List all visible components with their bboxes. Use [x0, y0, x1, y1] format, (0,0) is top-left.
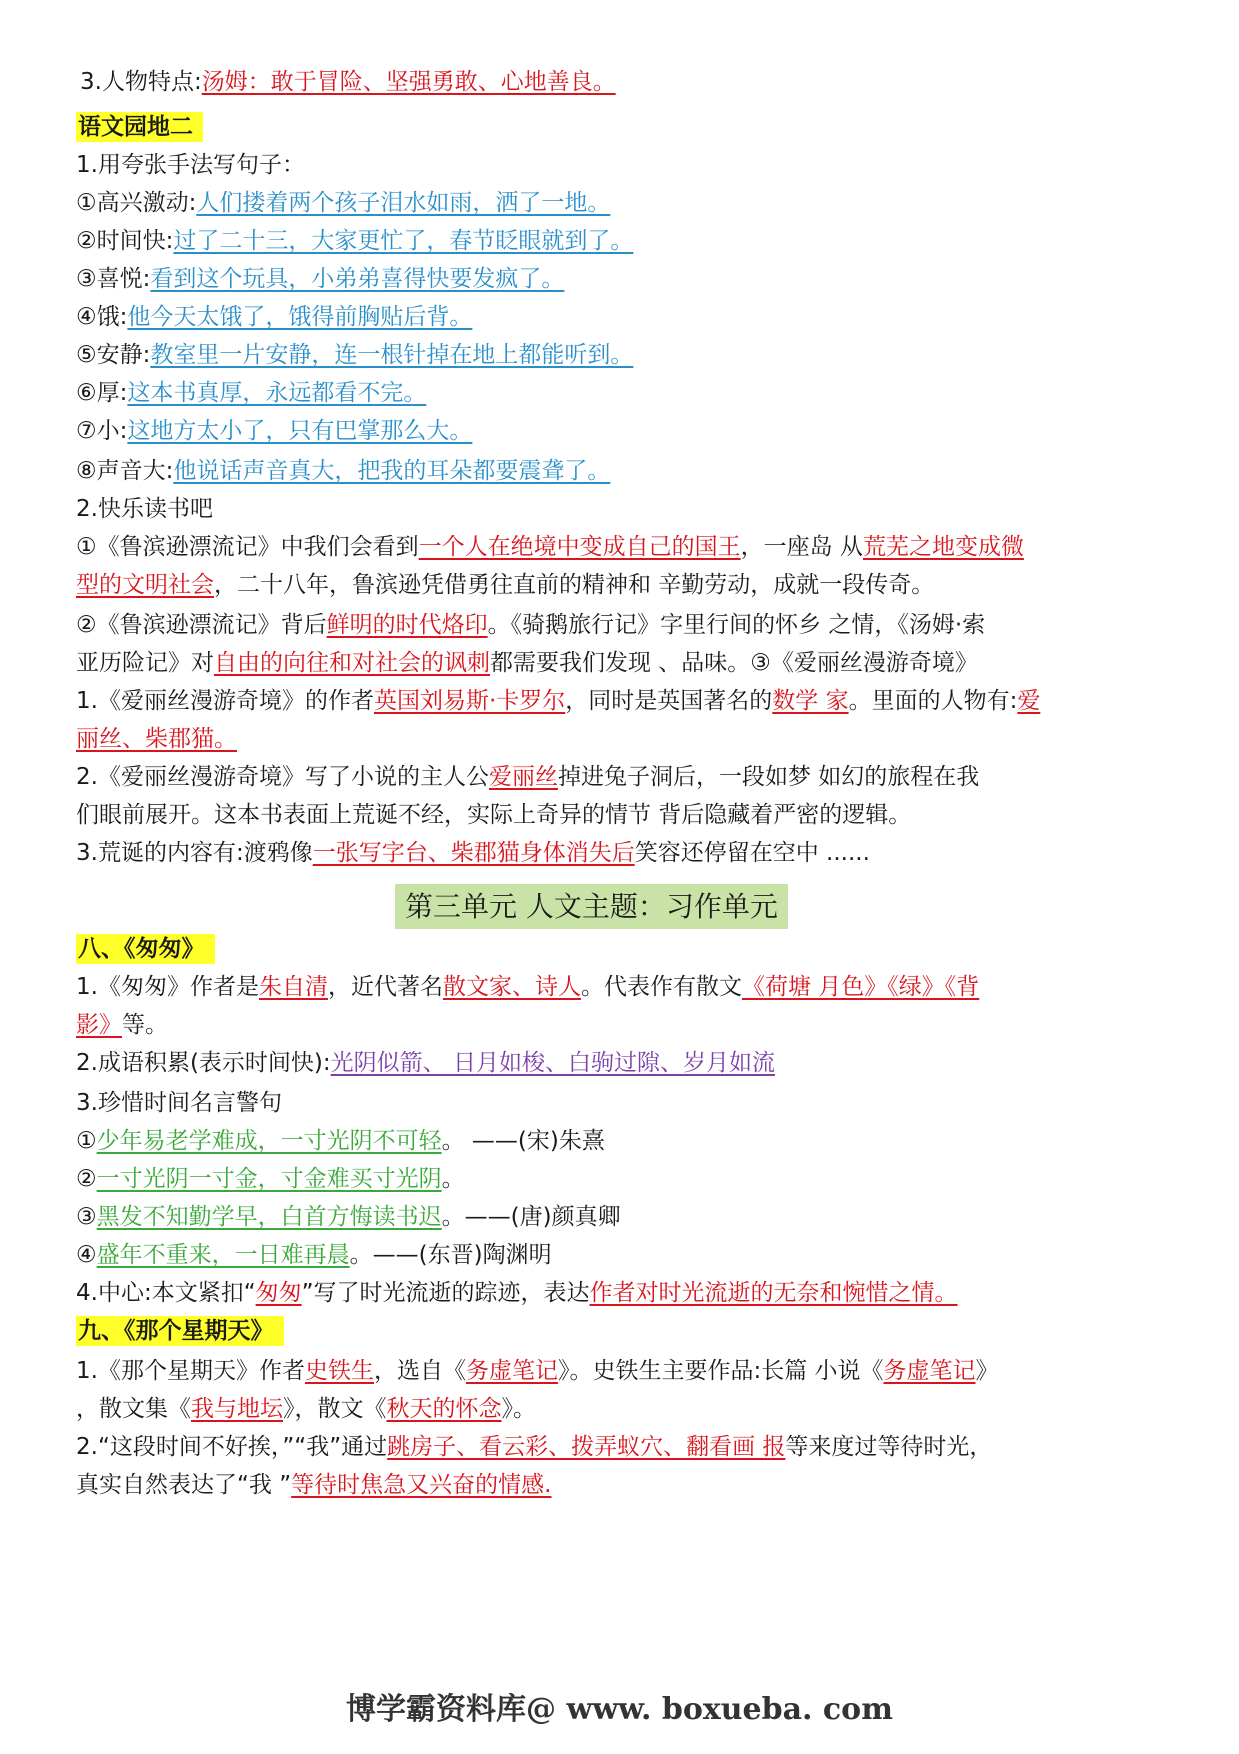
body-text: ③: [76, 1204, 97, 1230]
text-line: [76, 1432, 992, 1462]
text-line: [76, 1356, 999, 1386]
body-text: 都需要我们发现 、品味。③《爱丽丝漫游奇境》: [490, 650, 978, 676]
body-text: ①: [76, 1128, 97, 1154]
answer-text: 务虚笔记: [465, 1358, 558, 1384]
text-line: [76, 112, 203, 142]
body-text: 2.快乐读书吧: [76, 496, 213, 522]
body-text: 2.《爱丽丝漫游奇境》写了小说的主人公: [76, 764, 489, 790]
answer-text: 自由的向往和对社会的讽刺: [214, 650, 490, 676]
body-text: 1.《爱丽丝漫游奇境》的作者: [76, 688, 374, 714]
answer-text: 一寸光阴一寸金，寸金难买寸光阴: [96, 1166, 442, 1192]
body-text: ⑥厚:: [76, 380, 128, 406]
answer-text: 数学 家: [772, 688, 849, 714]
body-text: 3.荒诞的内容有:渡鸦像: [76, 840, 313, 866]
body-text: 亚历险记》对: [76, 650, 214, 676]
text-line: [76, 686, 1040, 716]
body-text: ⑧声音大:: [76, 458, 174, 484]
answer-text: 爱丽丝: [488, 764, 558, 790]
body-text: ，选自《: [373, 1358, 466, 1384]
answer-text: 人们搂着两个孩子泪水如雨，洒了一地。: [196, 190, 611, 216]
answer-text: 史铁生: [304, 1358, 374, 1384]
answer-text: 务虚笔记: [883, 1358, 976, 1384]
body-text: 》。史铁生主要作品:长篇 小说《: [557, 1358, 884, 1384]
body-text: 2.“这段时间不好挨，”“我”通过: [76, 1434, 388, 1460]
text-line: [76, 1048, 775, 1078]
answer-text: 他说话声音真大，把我的耳朵都要震聋了。: [173, 458, 611, 484]
text-line: [76, 378, 426, 408]
text-line: [76, 1470, 551, 1500]
text-line: [76, 1240, 552, 1270]
text-line: [76, 1316, 284, 1346]
body-text: 笑容还停留在空中 ......: [634, 840, 870, 866]
body-text: ②《鲁滨逊漂流记》背后: [76, 612, 327, 638]
answer-text: 型的文明社会: [76, 572, 214, 598]
body-text: ，散文集《: [76, 1396, 191, 1422]
answer-text: 这地方太小了，只有巴掌那么大。: [127, 418, 473, 444]
body-text: ①高兴激动:: [76, 190, 197, 216]
answer-text: 鲜明的时代烙印: [326, 612, 488, 638]
body-text: ，近代著名: [327, 974, 443, 1000]
text-line: [76, 762, 979, 792]
body-text: 等。: [122, 1012, 168, 1038]
text-line: [76, 1202, 621, 1232]
answer-text: 黑发不知勤学早，白首方悔读书迟: [96, 1204, 442, 1230]
text-line: [76, 1010, 168, 1040]
body-text: 掉进兔子洞后，一段如梦 如幻的旅程在我: [557, 764, 980, 790]
text-line: [76, 494, 213, 524]
answer-text: 这本书真厚，永远都看不完。: [127, 380, 427, 406]
body-text: 1.《匆匆》作者是: [76, 974, 259, 1000]
text-line: [76, 532, 1024, 562]
answer-text: 丽丝、柴郡猫。: [76, 726, 237, 752]
unit-heading: 第三单元 人文主题：习作单元: [395, 884, 788, 929]
section-heading: 八、《匆匆》: [76, 934, 215, 964]
section-heading: 语文园地二: [76, 112, 203, 142]
answer-text: 跳房子、看云彩、拨弄蚁穴、翻看画 报: [387, 1434, 786, 1460]
answer-text: 秋天的怀念: [386, 1396, 502, 1422]
body-text: ④: [76, 1242, 97, 1268]
text-line: [76, 416, 472, 446]
body-text: 。——(唐)颜真卿: [441, 1204, 621, 1230]
text-line: [76, 1164, 465, 1194]
body-text: ②时间快:: [76, 228, 174, 254]
text-line: [80, 67, 616, 97]
text-line: [76, 226, 633, 256]
answer-text: 等待时焦急又兴奋的情感.: [291, 1472, 552, 1498]
answer-text: 光阴似箭、 日月如梭、白驹过隙、岁月如流: [330, 1050, 775, 1076]
answer-text: 他今天太饿了，饿得前胸贴后背。: [127, 304, 473, 330]
body-text: ，同时是英国著名的: [565, 688, 773, 714]
answer-text: 少年易老学难成，一寸光阴不可轻: [96, 1128, 442, 1154]
text-line: [76, 188, 610, 218]
body-text: 4.中心:本文紧扣“: [76, 1280, 256, 1306]
text-line: [76, 724, 237, 754]
body-text: ②: [76, 1166, 97, 1192]
answer-text: 荒芜之地变成微: [862, 534, 1024, 560]
text-line: [76, 800, 911, 830]
body-text: ③喜悦:: [76, 266, 151, 292]
answer-text: 一个人在绝境中变成自己的国王: [418, 534, 741, 560]
answer-text: 汤姆：敢于冒险、坚强勇敢、心地善良。: [201, 69, 616, 95]
text-line: [76, 934, 215, 964]
body-text: 。: [441, 1166, 465, 1192]
answer-text: 朱自清: [258, 974, 328, 1000]
body-text: 。《骑鹅旅行记》字里行间的怀乡 之情，《汤姆·索: [487, 612, 986, 638]
body-text: 3.珍惜时间名言警句: [76, 1090, 282, 1116]
text-line: [76, 1394, 536, 1424]
body-text: 等来度过等待时光，: [785, 1434, 993, 1460]
watermark-footer: 博学霸资料库@ www. boxueba. com: [346, 1692, 893, 1727]
answer-text: 一张写字台、柴郡猫身体消失后: [312, 840, 635, 866]
answer-text: 过了二十三，大家更忙了，春节眨眼就到了。: [173, 228, 634, 254]
answer-text: 散文家、诗人: [442, 974, 581, 1000]
body-text: 们眼前展开。这本书表面上荒诞不经，实际上奇异的情节 背后隐藏着严密的逻辑。: [76, 802, 912, 828]
text-line: [76, 340, 633, 370]
text-line: [76, 150, 305, 180]
text-line: [76, 264, 564, 294]
answer-text: 盛年不重来，一日难再晨: [96, 1242, 350, 1268]
text-line: [76, 570, 934, 600]
body-text: 。 ——(宋)朱熹: [441, 1128, 605, 1154]
text-line: [76, 456, 610, 486]
body-text: ⑦小:: [76, 418, 128, 444]
text-line: [76, 610, 985, 640]
body-text: 3.人物特点:: [80, 69, 202, 95]
answer-text: 我与地坛: [191, 1396, 283, 1422]
body-text: ①《鲁滨逊漂流记》中我们会看到: [76, 534, 419, 560]
text-line: [76, 648, 978, 678]
text-line: [76, 1278, 958, 1308]
body-text: 2.成语积累(表示时间快):: [76, 1050, 331, 1076]
body-text: ，一座岛 从: [740, 534, 863, 560]
body-text: 》: [975, 1358, 999, 1384]
body-text: 真实自然表达了“我 ”: [76, 1472, 292, 1498]
body-text: 。代表作有散文: [580, 974, 742, 1000]
answer-text: 《荷塘 月色》《绿》《背: [741, 974, 980, 1000]
body-text: 》。: [501, 1396, 536, 1422]
answer-text: 影》: [76, 1012, 122, 1038]
answer-text: 爱: [1017, 688, 1041, 714]
text-line: [76, 1126, 605, 1156]
answer-text: 作者对时光流逝的无奈和惋惜之情。: [589, 1280, 958, 1306]
body-text: 》，散文《: [283, 1396, 387, 1422]
body-text: ④饿:: [76, 304, 128, 330]
body-text: ，二十八年，鲁滨逊凭借勇往直前的精神和 辛勤劳动，成就一段传奇。: [214, 572, 935, 598]
body-text: 。——(东晋)陶渊明: [349, 1242, 552, 1268]
text-line: [76, 302, 472, 332]
answer-text: 看到这个玩具，小弟弟喜得快要发疯了。: [150, 266, 565, 292]
answer-text: 英国刘易斯·卡罗尔: [373, 688, 566, 714]
answer-text: 匆匆: [255, 1280, 302, 1306]
text-line: [76, 972, 979, 1002]
text-line: [76, 838, 870, 868]
answer-text: 教室里一片安静，连一根针掉在地上都能听到。: [150, 342, 634, 368]
body-text: 。里面的人物有:: [848, 688, 1018, 714]
section-heading: 九、《那个星期天》: [76, 1316, 284, 1346]
body-text: ⑤安静:: [76, 342, 151, 368]
text-line: [395, 892, 788, 924]
body-text: 1.用夸张手法写句子：: [76, 152, 305, 178]
body-text: 1.《那个星期天》作者: [76, 1358, 305, 1384]
body-text: ”写了时光流逝的踪迹，表达: [301, 1280, 590, 1306]
text-line: [76, 1088, 282, 1118]
